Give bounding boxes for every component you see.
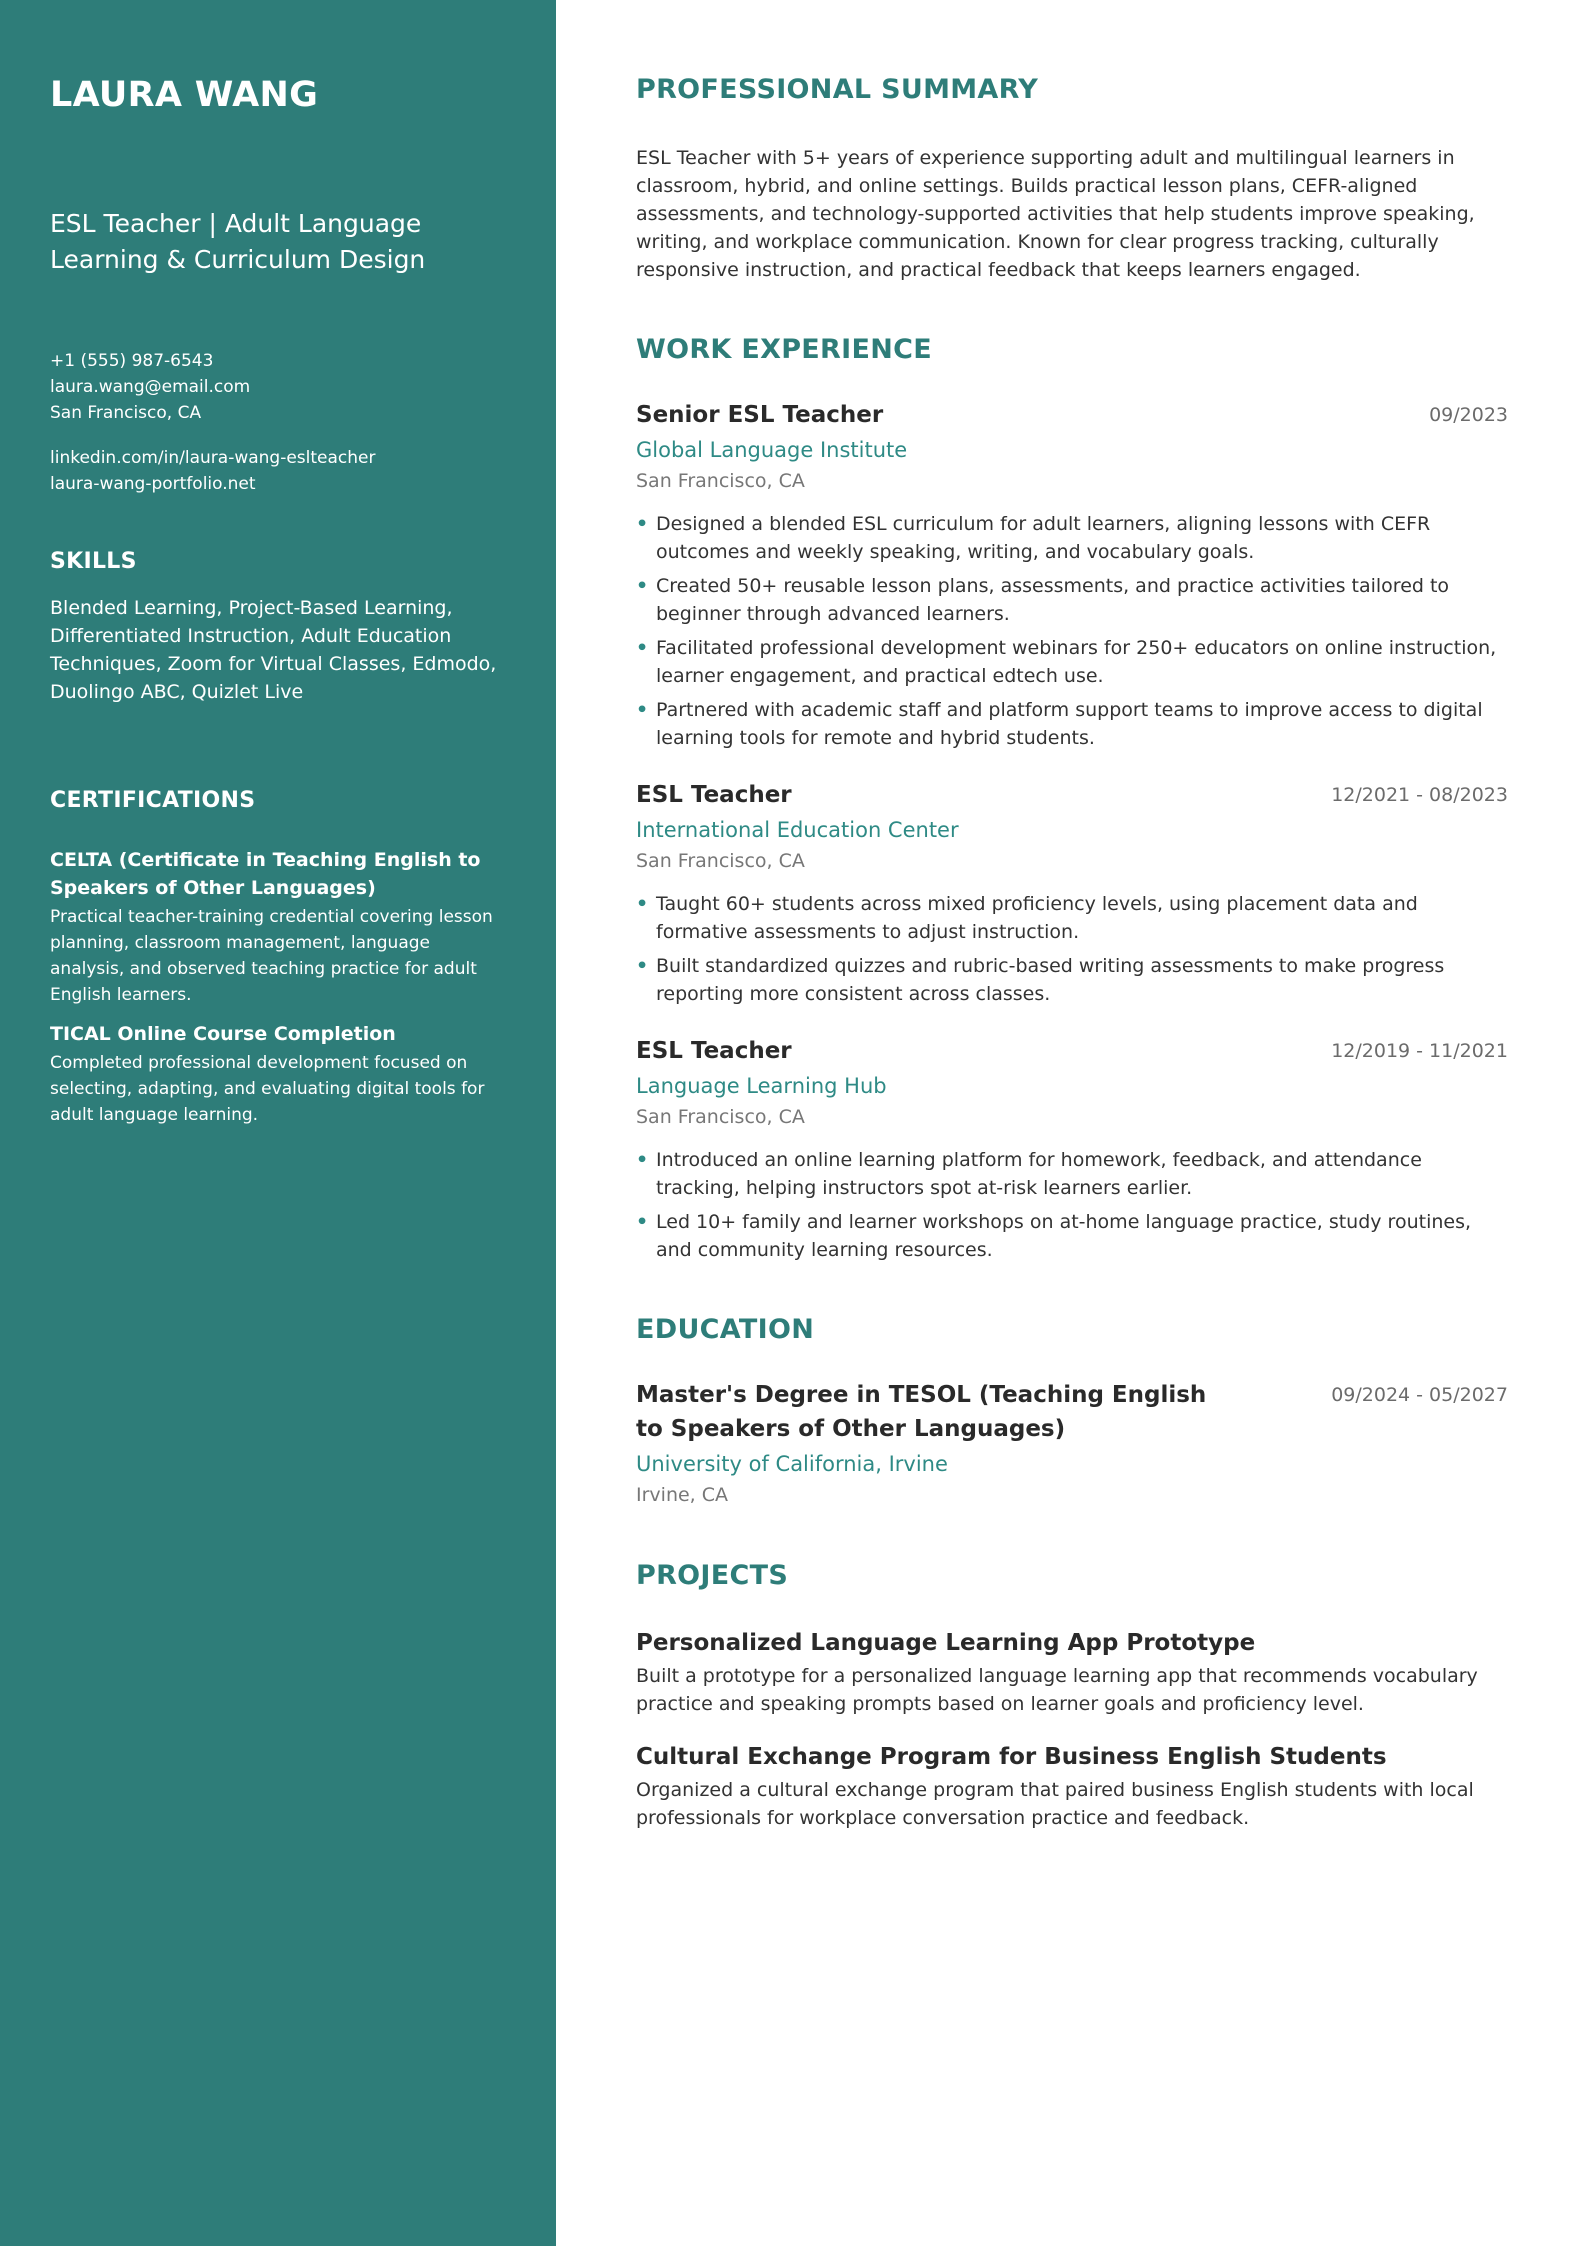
job-location: San Francisco, CA [636,470,805,492]
job-company: Global Language Institute [636,438,908,462]
bullet-text: Facilitated professional development webinars for 250+ educators on online instruction, learner engagement, and practical edtech use. [656,637,1497,687]
projects-heading: PROJECTS [636,1560,789,1591]
degree-title: Master's Degree in TESOL (Teaching English to Speakers of Other Languages) [636,1382,1207,1442]
project-description: Built a prototype for a personalized language learning app that recommends vocabulary practice and speaking prompts based on learner goals and proficiency level. [636,1665,1478,1715]
school-name: University of California, Irvine [636,1452,948,1476]
bullet-item [636,696,1508,752]
bullet-text: Led 10+ family and learner workshops on at-home language practice, study routines, and community learning resources. [656,1211,1472,1261]
certification-title: CELTA (Certificate in Teaching English to Speakers of Other Languages) [50,849,481,899]
job-location: San Francisco, CA [636,1106,805,1128]
bullet-icon: • [636,699,649,721]
bullet-text: Designed a blended ESL curriculum for adult learners, aligning lessons with CEFR outcomes and weekly speaking, writing, and vocabulary goals. [656,513,1431,563]
candidate-headline: ESL Teacher | Adult Language Learning & Curriculum Design [50,209,426,274]
certification-description: Practical teacher-training credential covering lesson planning, classroom management, language analysis, and observed teaching practice for adult English learners. [50,907,493,1005]
certifications-list [50,846,506,1128]
certification-title: TICAL Online Course Completion [50,1023,396,1045]
links-block [50,445,506,497]
bullet-item [636,1146,1508,1202]
job-bullets [636,890,1508,1008]
job-title: Senior ESL Teacher [636,402,884,428]
contact-block [50,348,506,426]
candidate-name: LAURA WANG [50,75,319,115]
bullet-item [636,572,1508,628]
certifications-heading: CERTIFICATIONS [50,788,256,813]
bullet-text: Built standardized quizzes and rubric-based writing assessments to make progress reporting more consistent across classes. [656,955,1445,1005]
job-title: ESL Teacher [636,1038,792,1064]
bullet-text: Partnered with academic staff and platform support teams to improve access to digital learning tools for remote and hybrid students. [656,699,1483,749]
education-entry [636,1378,1508,1510]
bullet-text: Taught 60+ students across mixed proficiency levels, using placement data and formative assessments to adjust instruction. [656,893,1418,943]
contact-email: laura.wang@email.com [50,377,251,397]
skills-heading: SKILLS [50,549,137,574]
contact-portfolio: laura-wang-portfolio.net [50,474,256,494]
bullet-icon: • [636,893,649,915]
job-entry [636,1034,1508,1264]
education-heading: EDUCATION [636,1314,815,1345]
bullet-icon: • [636,1149,649,1171]
contact-phone: +1 (555) 987-6543 [50,351,214,371]
main-content [636,70,1508,1832]
bullet-icon: • [636,637,649,659]
bullet-icon: • [636,1211,649,1233]
bullet-icon: • [636,513,649,535]
bullet-icon: • [636,575,649,597]
job-bullets [636,1146,1508,1264]
certification-description: Completed professional development focused on selecting, adapting, and evaluating digital tools for adult language learning. [50,1053,485,1125]
job-date: 12/2019 - 11/2021 [1331,1040,1508,1062]
certification-item [50,846,506,1008]
job-entry [636,778,1508,1008]
job-entry [636,398,1508,752]
skills-list: Blended Learning, Project-Based Learning, Differentiated Instruction, Adult Education Techniques, Zoom for Virtual Classes, Edmodo, Duolingo ABC, Quizlet Live [50,597,497,703]
bullet-item [636,634,1508,690]
sidebar [0,0,556,2246]
education-date: 09/2024 - 05/2027 [1331,1384,1508,1406]
job-bullets [636,510,1508,752]
bullet-item [636,890,1508,946]
bullet-text: Created 50+ reusable lesson plans, assessments, and practice activities tailored to beginner through advanced learners. [656,575,1450,625]
project-title: Cultural Exchange Program for Business English Students [636,1744,1387,1770]
summary-text: ESL Teacher with 5+ years of experience supporting adult and multilingual learners in classroom, hybrid, and online settings. Builds practical lesson plans, CEFR-aligned assessments, and technology-supported activities that help students improve speaking, writing, and workplace communication. Known for clear progress tracking, culturally responsive instruction, and practical feedback that keeps learners engaged. [636,147,1475,281]
job-company: Language Learning Hub [636,1074,887,1098]
job-location: San Francisco, CA [636,850,805,872]
bullet-icon: • [636,955,649,977]
project-title: Personalized Language Learning App Prototype [636,1630,1256,1656]
project-entry [636,1626,1508,1718]
project-entry [636,1740,1508,1832]
bullet-item [636,510,1508,566]
school-location: Irvine, CA [636,1484,729,1506]
job-title: ESL Teacher [636,782,792,808]
job-date: 09/2023 [1429,404,1508,426]
certification-item [50,1020,506,1128]
summary-heading: PROFESSIONAL SUMMARY [636,74,1039,105]
bullet-item [636,1208,1508,1264]
bullet-text: Introduced an online learning platform for homework, feedback, and attendance tracking, helping instructors spot at-risk learners earlier. [656,1149,1422,1199]
contact-linkedin: linkedin.com/in/laura-wang-eslteacher [50,448,376,468]
contact-location: San Francisco, CA [50,403,202,423]
project-description: Organized a cultural exchange program that paired business English students with local professionals for workplace conversation practice and feedback. [636,1779,1474,1829]
bullet-item [636,952,1508,1008]
job-company: International Education Center [636,818,959,842]
job-date: 12/2021 - 08/2023 [1331,784,1508,806]
experience-heading: WORK EXPERIENCE [636,334,932,365]
